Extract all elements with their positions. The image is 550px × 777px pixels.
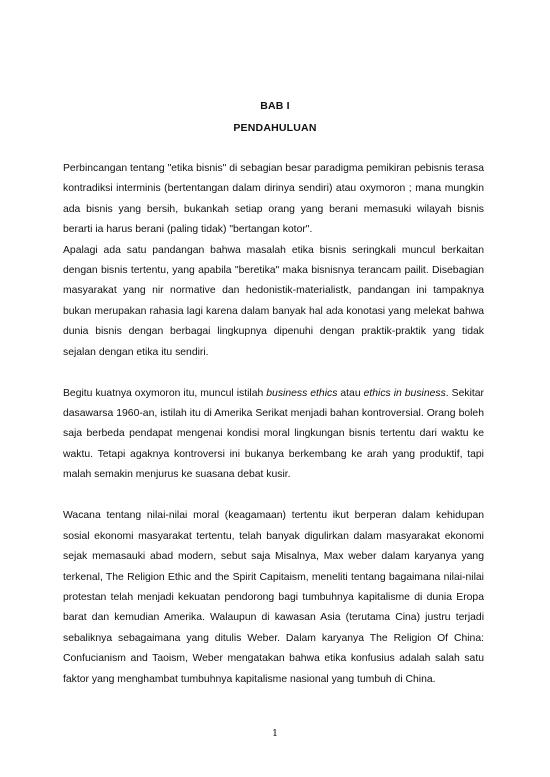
paragraph-3-italic-1: business ethics [266,387,338,399]
paragraph-3-text-3: . Sekitar dasawarsa 1960-an, istilah itu di Amerika Serikat menjadi bahan kontroversial. Orang boleh saja berbeda pendapat mengenai kondisi moral lingkungan bisnis tertentu dari waktu ke waktu. Tetapi agaknya kontroversi ini bukanya berkembang ke arah yang produktif, tapi malah semakin menjurus ke suasana debat kusir. [63,387,484,481]
paragraph-3 [63,384,484,486]
paragraph-4: Wacana tentang nilai-nilai moral (keagamaan) tertentu ikut berperan dalam kehidupan sosial ekonomi masyarakat tertentu, telah banyak digulirkan dalam masyarakat ekonomi sejak memasauki abad modern, sebut saja Misalnya, Max weber dalam karyanya yang terkenal, The Religion Ethic and the Spirit Capitaism, meneliti tentang bagaimana nilai-nilai protestan telah menjadi kekuatan pendorong bagi tumbuhnya kapitalisme di dunia Eropa barat dan kemudian Amerika. Walaupun di kawasan Asia (terutama Cina) justru terjadi sebaliknya sebagaimana yang ditulis Weber. Dalam karyanya The Religion Of China: Confucianism and Taoism, Weber mengatakan bahwa etika konfusius adalah salah satu faktor yang menghambat tumbuhnya kapitalisme nasional yang tumbuh di China. [63,510,484,685]
chapter-title: PENDAHULUAN [233,122,317,134]
paragraph-3-italic-2: ethics in business [363,387,446,399]
paragraph-spacer [63,486,484,507]
paragraph-2: Apalagi ada satu pandangan bahwa masalah etika bisnis seringkali muncul berkaitan dengan bisnis tertentu, yang apabila "beretika" maka bisnisnya terancam pailit. Disebagian masyarakat yang nir normative dan hedonistik-materialistk, pandangan ini tampaknya bukan merupakan rahasia lagi karena dalam banyak hal ada konotasi yang melekat bahwa dunia bisnis dengan berbagai lingkupnya dipenuhi dengan praktik-praktik yang tidak sejalan dengan etika itu sendiri. [63,244,484,358]
chapter-label: BAB I [260,100,290,112]
paragraph-3-text-2: atau [337,387,364,399]
page-number: 1 [271,728,279,739]
body-text [63,159,484,690]
paragraph-3-text-1: Begitu kuatnya oxymoron itu, muncul istilah [63,387,267,399]
paragraph-spacer [63,363,484,384]
paragraph-1: Perbincangan tentang "etika bisnis" di sebagian besar paradigma pemikiran pebisnis terasa kontradiksi interminis (bertentangan dalam dirinya sendiri) atau oxymoron ; mana mungkin ada bisnis yang bersih, bukankah setiap orang yang berani memasuki wilayah bisnis berarti ia harus berani (paling tidak) "bertangan kotor". [63,163,484,236]
